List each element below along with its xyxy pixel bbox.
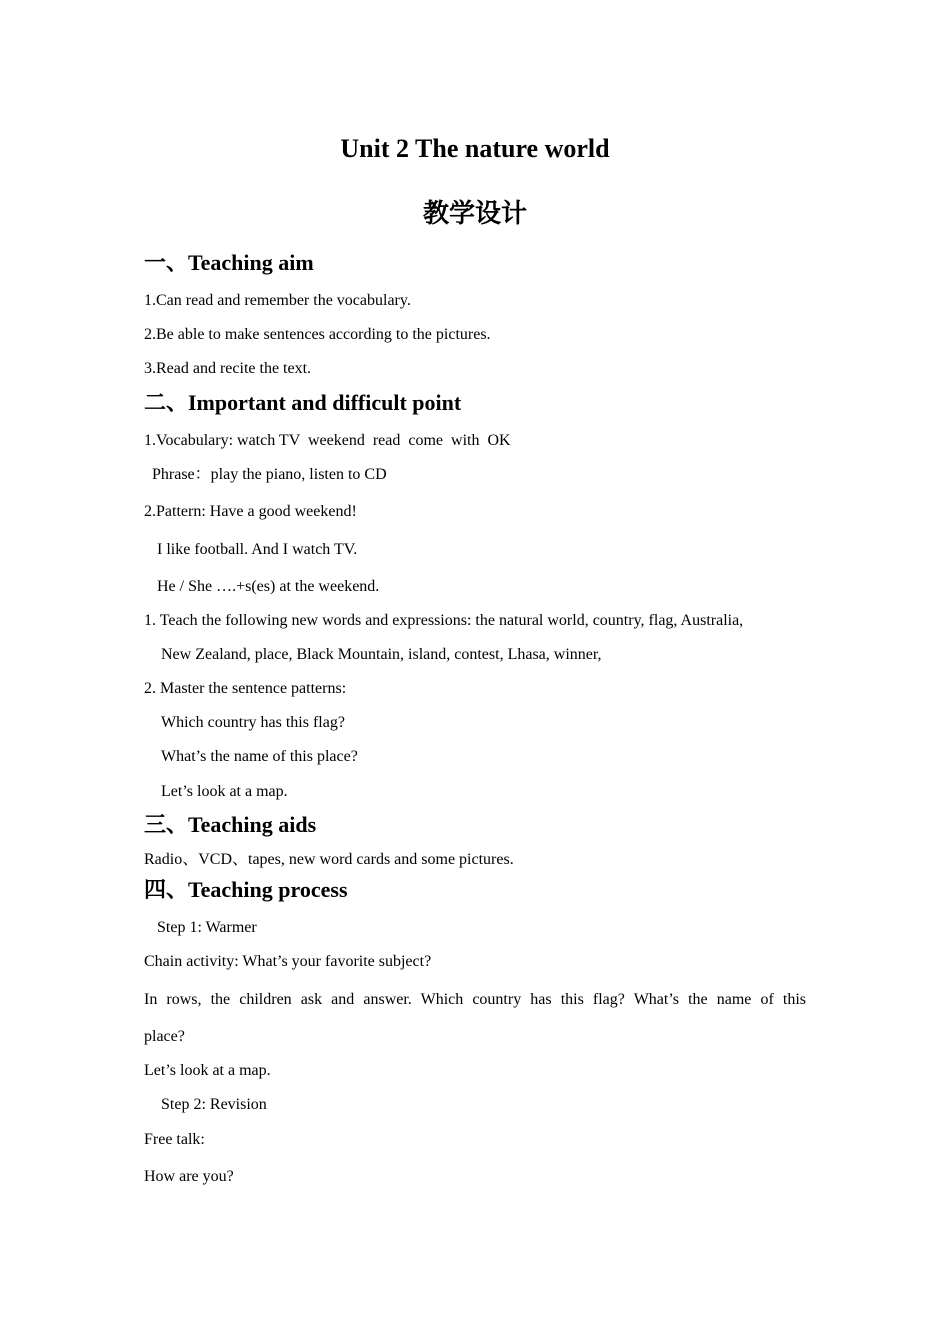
points-line: Phrase：play the piano, listen to CD bbox=[152, 466, 387, 483]
points-line: Which country has this flag? bbox=[161, 714, 345, 731]
points-line: He / She ….+s(es) at the weekend. bbox=[157, 578, 380, 595]
section-heading-teaching-aids: 三、Teaching aids bbox=[144, 812, 317, 837]
document-subtitle: 教学设计 bbox=[422, 199, 527, 228]
section-heading-important-points: 二、Important and difficult point bbox=[144, 390, 462, 415]
section-heading-teaching-process: 四、Teaching process bbox=[144, 877, 348, 902]
process-line: Chain activity: What’s your favorite subject? bbox=[144, 953, 432, 970]
points-line: New Zealand, place, Black Mountain, island, contest, Lhasa, winner, bbox=[161, 646, 602, 663]
process-line: Let’s look at a map. bbox=[144, 1062, 271, 1079]
points-line: Let’s look at a map. bbox=[161, 783, 288, 800]
aim-item: 2.Be able to make sentences according to the pictures. bbox=[144, 326, 491, 343]
document-title: Unit 2 The nature world bbox=[340, 134, 610, 163]
process-line: Step 2: Revision bbox=[161, 1096, 267, 1113]
aim-item: 3.Read and recite the text. bbox=[144, 360, 312, 377]
aids-text: Radio、VCD、tapes, new word cards and some pictures. bbox=[144, 851, 514, 868]
points-line: What’s the name of this place? bbox=[161, 748, 358, 765]
points-line: 1. Teach the following new words and expressions: the natural world, country, flag, Australia, bbox=[144, 612, 744, 629]
aim-item: 1.Can read and remember the vocabulary. bbox=[144, 292, 411, 309]
process-line: In rows, the children ask and answer. Which country has this flag? What’s the name of this bbox=[144, 991, 806, 1008]
points-line: 1.Vocabulary: watch TV weekend read come with OK bbox=[144, 432, 511, 449]
points-line: 2. Master the sentence patterns: bbox=[144, 680, 347, 697]
process-line: place? bbox=[144, 1028, 185, 1045]
process-line: How are you? bbox=[144, 1168, 234, 1185]
process-line: Step 1: Warmer bbox=[157, 919, 257, 936]
process-line: Free talk: bbox=[144, 1131, 205, 1148]
points-line: I like football. And I watch TV. bbox=[157, 541, 358, 558]
section-heading-teaching-aim: 一、Teaching aim bbox=[144, 250, 314, 275]
points-line: 2.Pattern: Have a good weekend! bbox=[144, 503, 357, 520]
